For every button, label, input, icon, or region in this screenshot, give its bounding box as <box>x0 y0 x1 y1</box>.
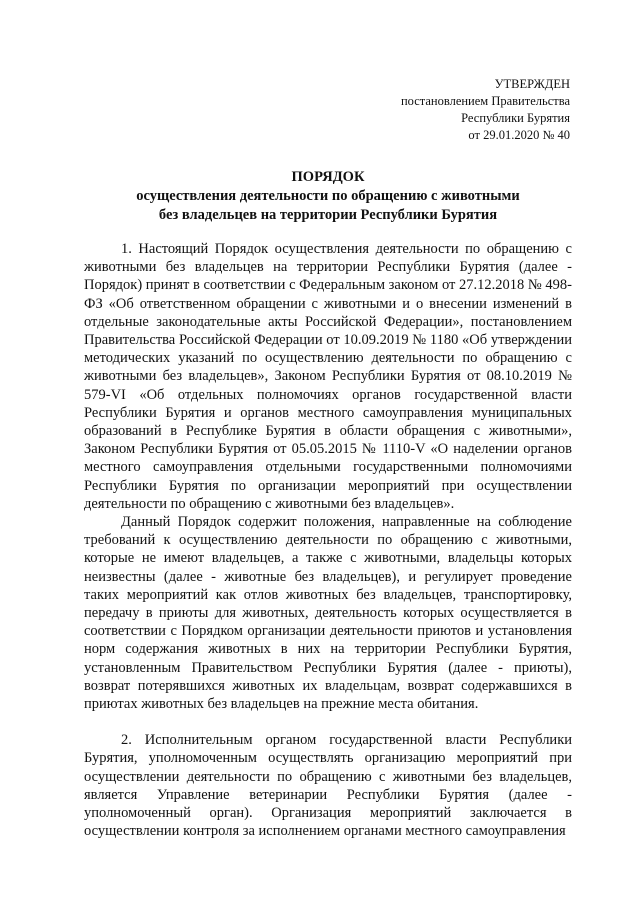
title-heading: ПОРЯДОК <box>291 169 365 185</box>
approval-line-approved: УТВЕРЖДЕН <box>494 77 570 91</box>
document-title <box>84 168 572 225</box>
approval-stamp <box>401 76 570 144</box>
paragraph-2: Данный Порядок содержит положения, направленные на соблюдение требований к осуществлению деятельности по обращению с животными, которые не имеют владельцев, а также с животными, владельцы которых неизвестны (далее - животные без владельцев), и регулирует проведение таких мероприятий как отлов животных без владельцев, транспортировку, передачу в приюты для животных, деятельность которых осуществляется в соответствии с Порядком организации деятельности приютов и установления норм содержания животных в них на территории Республики Бурятия, установленным Правительством Республики Бурятия (далее - приюты), возврат потерявшихся животных их владельцам, возврат содержавшихся в приютах животных без владельцев на прежние места обитания. <box>84 514 572 713</box>
title-subtitle-line-2: без владельцев на территории Республики Бурятия <box>158 207 498 223</box>
approval-line-republic: Республики Бурятия <box>461 111 570 125</box>
paragraph-1: 1. Настоящий Порядок осуществления деятельности по обращению с животными без владельцев на территории Республики Бурятия (далее - Порядок) принят в соответствии с Федеральным законом от 27.12.2018 № 498-ФЗ «Об ответственном обращении с животными и о внесении изменений в отдельные законодательные акты Российской Федерации», постановлением Правительства Российской Федерации от 10.09.2019 № 1180 «Об утверждении методических указаний по осуществлению деятельности по обращению с животными без владельцев», Законом Республики Бурятия от 08.10.2019 № 579-VI «Об отдельных полномочиях органов государственной власти Республики Бурятия и органов местного самоуправления муниципальных образований в Республике Бурятия в области обращения с животными», Законом Республики Бурятия от 05.05.2015 № 1110-V «О наделении органов местного самоуправления отдельными государственными полномочиями Республики Бурятия по организации мероприятий при осуществлении деятельности по обращению с животными без владельцев». <box>84 241 572 512</box>
title-subtitle-line-1: осуществления деятельности по обращению с животными <box>136 188 520 204</box>
approval-line-by-resolution: постановлением Правительства <box>400 94 570 108</box>
paragraph-3: 2. Исполнительным органом государственной власти Республики Бурятия, уполномоченным осуществлять организацию мероприятий при осуществлении деятельности по обращению с животными без владельцев, является Управление ветеринарии Республики Бурятия (далее - уполномоченный орган). Организация мероприятий заключается в осуществлении контроля за исполнением органами местного самоуправления <box>84 732 572 840</box>
document-body <box>84 240 572 841</box>
approval-line-date-number: от 29.01.2020 № 40 <box>468 128 570 142</box>
